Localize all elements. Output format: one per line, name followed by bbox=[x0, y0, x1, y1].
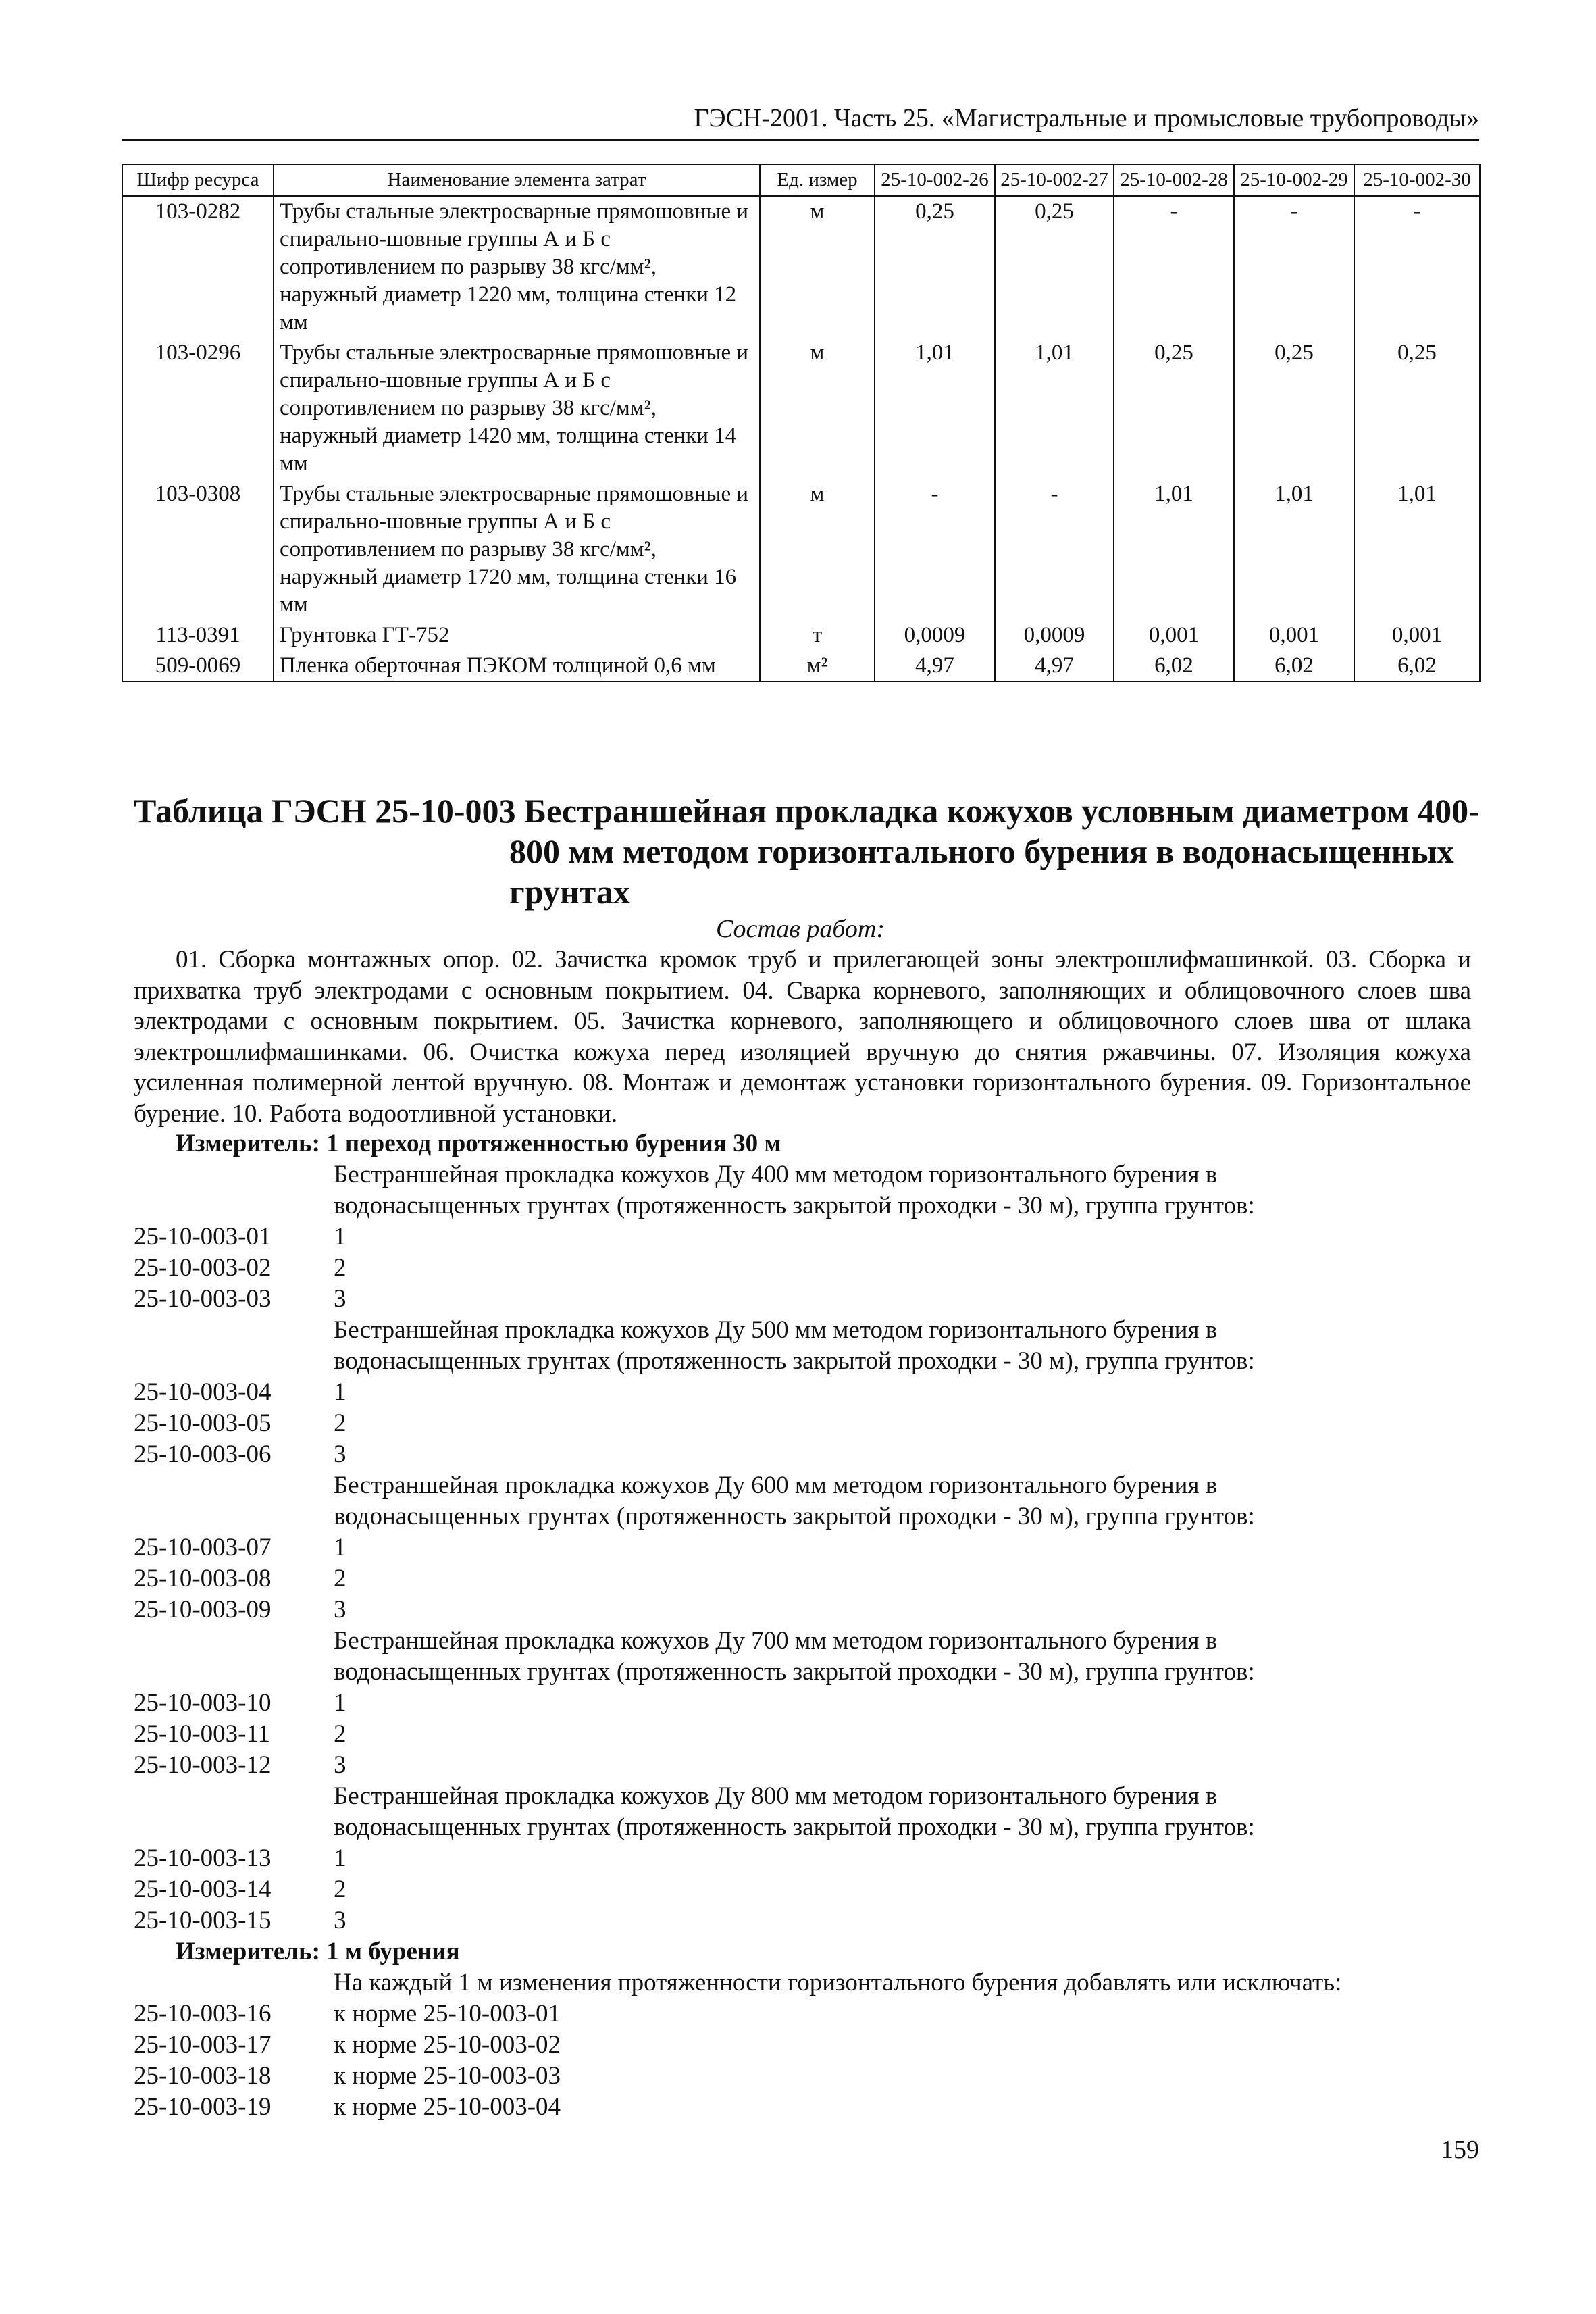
table-title-line1: Таблица ГЭСН 25-10-003 Бестраншейная прокладка кожухов условным диаметром 400- bbox=[134, 792, 1480, 830]
norm-description: Бестраншейная прокладка кожухов Ду 400 мм методом горизонтального бурения в bbox=[334, 1161, 1218, 1188]
norm-row bbox=[134, 1688, 1478, 1719]
col-header-name: Наименование элемента затрат bbox=[274, 164, 760, 196]
resource-value: 1,01 bbox=[1114, 479, 1234, 620]
norm-row bbox=[134, 1532, 1478, 1563]
norm-description: водонасыщенных грунтах (протяженность закрытой проходки - 30 м), группа грунтов: bbox=[334, 1347, 1255, 1375]
col-header-norm: 25-10-002-26 bbox=[875, 164, 995, 196]
resource-value: - bbox=[1114, 196, 1234, 338]
resource-value: 4,97 bbox=[875, 651, 995, 682]
norm-value: 1 bbox=[334, 1378, 346, 1406]
resource-unit: м bbox=[760, 196, 875, 338]
norm-code: 25-10-003-01 bbox=[134, 1223, 272, 1251]
resource-value: 0,001 bbox=[1114, 620, 1234, 651]
table-row bbox=[122, 479, 1480, 620]
resource-code: 509-0069 bbox=[122, 651, 274, 682]
norm-code: 25-10-003-03 bbox=[134, 1285, 272, 1313]
table-row bbox=[122, 196, 1480, 338]
table-title-rest: 800 мм методом горизонтального бурения в водонасыщенных грунтах bbox=[509, 832, 1454, 911]
norm-value: 2 bbox=[334, 1720, 346, 1748]
resource-value: 1,01 bbox=[995, 338, 1114, 479]
resource-value: 0,0009 bbox=[875, 620, 995, 651]
norm-code: 25-10-003-10 bbox=[134, 1689, 272, 1717]
col-header-unit: Ед. измер bbox=[760, 164, 875, 196]
resource-value: - bbox=[1234, 196, 1354, 338]
col-header-norm: 25-10-002-28 bbox=[1114, 164, 1234, 196]
resource-unit: м bbox=[760, 479, 875, 620]
norm-description: водонасыщенных грунтах (протяженность закрытой проходки - 30 м), группа грунтов: bbox=[334, 1503, 1255, 1530]
resource-unit: м bbox=[760, 338, 875, 479]
norm-description: водонасыщенных грунтах (протяженность закрытой проходки - 30 м), группа грунтов: bbox=[334, 1192, 1255, 1219]
page-number: 159 bbox=[1441, 2136, 1479, 2164]
resource-unit: м² bbox=[760, 651, 875, 682]
resource-value: 0,25 bbox=[1354, 338, 1480, 479]
norm-code: 25-10-003-02 bbox=[134, 1254, 272, 1282]
norm-value: 1 bbox=[334, 1534, 346, 1561]
norm-code: 25-10-003-14 bbox=[134, 1876, 272, 1903]
norm-row bbox=[134, 1874, 1478, 1905]
resource-name: Трубы стальные электросварные прямошовные и спирально-шовные группы А и Б с сопротивлением по разрыву 38 кгс/мм², наружный диаметр 1420 мм, толщина стенки 14 мм bbox=[274, 338, 760, 479]
resource-name: Пленка оберточная ПЭКОМ толщиной 0,6 мм bbox=[274, 651, 760, 682]
table-row bbox=[122, 620, 1480, 651]
norm-code: 25-10-003-17 bbox=[134, 2031, 272, 2059]
resource-value: - bbox=[995, 479, 1114, 620]
norm-value: к норме 25-10-003-03 bbox=[334, 2062, 561, 2090]
norm-code: 25-10-003-11 bbox=[134, 1720, 271, 1748]
norm-value: 3 bbox=[334, 1751, 346, 1779]
running-header: ГЭСН-2001. Часть 25. «Магистральные и промысловые трубопроводы» bbox=[694, 104, 1479, 132]
norm-value: 2 bbox=[334, 1565, 346, 1592]
norm-code: 25-10-003-09 bbox=[134, 1596, 272, 1624]
norm-value: к норме 25-10-003-04 bbox=[334, 2093, 561, 2121]
norms-listing bbox=[134, 1128, 1478, 2123]
norm-row bbox=[134, 1998, 1478, 2030]
table-header-row bbox=[122, 164, 1480, 196]
norm-row bbox=[134, 1843, 1478, 1874]
norm-row bbox=[134, 1408, 1478, 1439]
resource-code: 103-0296 bbox=[122, 338, 274, 479]
norm-value: к норме 25-10-003-02 bbox=[334, 2031, 561, 2059]
resource-name: Трубы стальные электросварные прямошовные и спирально-шовные группы А и Б с сопротивлением по разрыву 38 кгс/мм², наружный диаметр 1220 мм, толщина стенки 12 мм bbox=[274, 196, 760, 338]
resource-value: 1,01 bbox=[1354, 479, 1480, 620]
table-row bbox=[122, 338, 1480, 479]
resource-code: 103-0308 bbox=[122, 479, 274, 620]
resource-value: 0,25 bbox=[1114, 338, 1234, 479]
norm-code: 25-10-003-15 bbox=[134, 1907, 272, 1934]
norm-row bbox=[134, 1284, 1478, 1315]
resource-value: 0,001 bbox=[1354, 620, 1480, 651]
norm-value: 1 bbox=[334, 1689, 346, 1717]
resource-value: 0,25 bbox=[1234, 338, 1354, 479]
resource-name: Грунтовка ГТ-752 bbox=[274, 620, 760, 651]
norm-description: Бестраншейная прокладка кожухов Ду 700 мм методом горизонтального бурения в bbox=[334, 1627, 1218, 1655]
norm-value: 3 bbox=[334, 1907, 346, 1934]
col-header-code: Шифр ресурса bbox=[122, 164, 274, 196]
norm-value: 1 bbox=[334, 1844, 346, 1872]
resource-value: 6,02 bbox=[1354, 651, 1480, 682]
norm-description: Бестраншейная прокладка кожухов Ду 500 мм методом горизонтального бурения в bbox=[334, 1316, 1218, 1344]
resource-value: - bbox=[1354, 196, 1480, 338]
norm-row bbox=[134, 2092, 1478, 2123]
norm-value: 3 bbox=[334, 1596, 346, 1624]
norm-row bbox=[134, 1719, 1478, 1750]
works-description: 01. Сборка монтажных опор. 02. Зачистка кромок труб и прилегающей зоны электрошлифмашинкой. 03. Сборка и прихватка труб электродами с основным покрытием. 04. Сварка корневого, заполняющих и облицовочного слоев шва электродами с основным покрытием. 05. Зачистка корневого, заполняющего и облицовочного слоев шва от шлака электрошлифмашинками. 06. Очистка кожуха перед изоляцией вручную до снятия ржавчины. 07. Изоляция кожуха усиленная полимерной лентой вручную. 08. Монтаж и демонтаж установки горизонтального бурения. 09. Горизонтальное бурение. 10. Работа водоотливной установки. bbox=[134, 946, 1471, 1128]
resource-value: 1,01 bbox=[1234, 479, 1354, 620]
resource-value: 0,0009 bbox=[995, 620, 1114, 651]
resource-unit: т bbox=[760, 620, 875, 651]
norm-row bbox=[134, 1377, 1478, 1408]
resource-value: 0,25 bbox=[875, 196, 995, 338]
norm-description: Бестраншейная прокладка кожухов Ду 600 мм методом горизонтального бурения в bbox=[334, 1472, 1218, 1499]
resources-table bbox=[122, 164, 1481, 682]
norm-row bbox=[134, 1253, 1478, 1284]
resource-value: 6,02 bbox=[1114, 651, 1234, 682]
norm-row bbox=[134, 1222, 1478, 1253]
norm-row bbox=[134, 1563, 1478, 1594]
norm-code: 25-10-003-04 bbox=[134, 1378, 272, 1406]
norm-code: 25-10-003-12 bbox=[134, 1751, 272, 1779]
col-header-norm: 25-10-002-27 bbox=[995, 164, 1114, 196]
resource-value: 6,02 bbox=[1234, 651, 1354, 682]
resource-value: 0,001 bbox=[1234, 620, 1354, 651]
norm-description: Бестраншейная прокладка кожухов Ду 800 мм методом горизонтального бурения в bbox=[334, 1782, 1218, 1810]
norm-value: 1 bbox=[334, 1223, 346, 1251]
norm-code: 25-10-003-19 bbox=[134, 2093, 272, 2121]
norm-row bbox=[134, 1594, 1478, 1626]
col-header-norm: 25-10-002-30 bbox=[1354, 164, 1480, 196]
norm-row bbox=[134, 1905, 1478, 1936]
norm-code: 25-10-003-06 bbox=[134, 1440, 272, 1468]
resource-value: 4,97 bbox=[995, 651, 1114, 682]
resource-value: 0,25 bbox=[995, 196, 1114, 338]
resource-code: 103-0282 bbox=[122, 196, 274, 338]
norm-value: к норме 25-10-003-01 bbox=[334, 2000, 561, 2028]
resource-name: Трубы стальные электросварные прямошовные и спирально-шовные группы А и Б с сопротивлением по разрыву 38 кгс/мм², наружный диаметр 1720 мм, толщина стенки 16 мм bbox=[274, 479, 760, 620]
works-subtitle: Состав работ: bbox=[715, 915, 885, 943]
norm-value: 3 bbox=[334, 1440, 346, 1468]
norm-row bbox=[134, 1750, 1478, 1781]
norm-value: 2 bbox=[334, 1409, 346, 1437]
norm-row bbox=[134, 1439, 1478, 1470]
norm-row bbox=[134, 2030, 1478, 2061]
norm-code: 25-10-003-16 bbox=[134, 2000, 272, 2028]
norm-description: водонасыщенных грунтах (протяженность закрытой проходки - 30 м), группа грунтов: bbox=[334, 1813, 1255, 1841]
resource-code: 113-0391 bbox=[122, 620, 274, 651]
norm-code: 25-10-003-18 bbox=[134, 2062, 272, 2090]
meter-heading: Измеритель: 1 переход протяженностью бурения 30 м bbox=[176, 1130, 781, 1157]
table-title bbox=[134, 790, 1480, 912]
norm-code: 25-10-003-13 bbox=[134, 1844, 272, 1872]
norm-code: 25-10-003-07 bbox=[134, 1534, 272, 1561]
norm-row bbox=[134, 2061, 1478, 2092]
norm-description: водонасыщенных грунтах (протяженность закрытой проходки - 30 м), группа грунтов: bbox=[334, 1658, 1255, 1686]
col-header-norm: 25-10-002-29 bbox=[1234, 164, 1354, 196]
norm-value: 2 bbox=[334, 1876, 346, 1903]
resource-value: 1,01 bbox=[875, 338, 995, 479]
norm-code: 25-10-003-05 bbox=[134, 1409, 272, 1437]
norm-value: 3 bbox=[334, 1285, 346, 1313]
resource-value: - bbox=[875, 479, 995, 620]
table-row bbox=[122, 651, 1480, 682]
norm-value: 2 bbox=[334, 1254, 346, 1282]
header-rule bbox=[122, 139, 1479, 141]
norm-code: 25-10-003-08 bbox=[134, 1565, 272, 1592]
norm-description: На каждый 1 м изменения протяженности горизонтального бурения добавлять или исключать: bbox=[334, 1969, 1342, 1996]
meter-heading: Измеритель: 1 м бурения bbox=[176, 1938, 460, 1965]
